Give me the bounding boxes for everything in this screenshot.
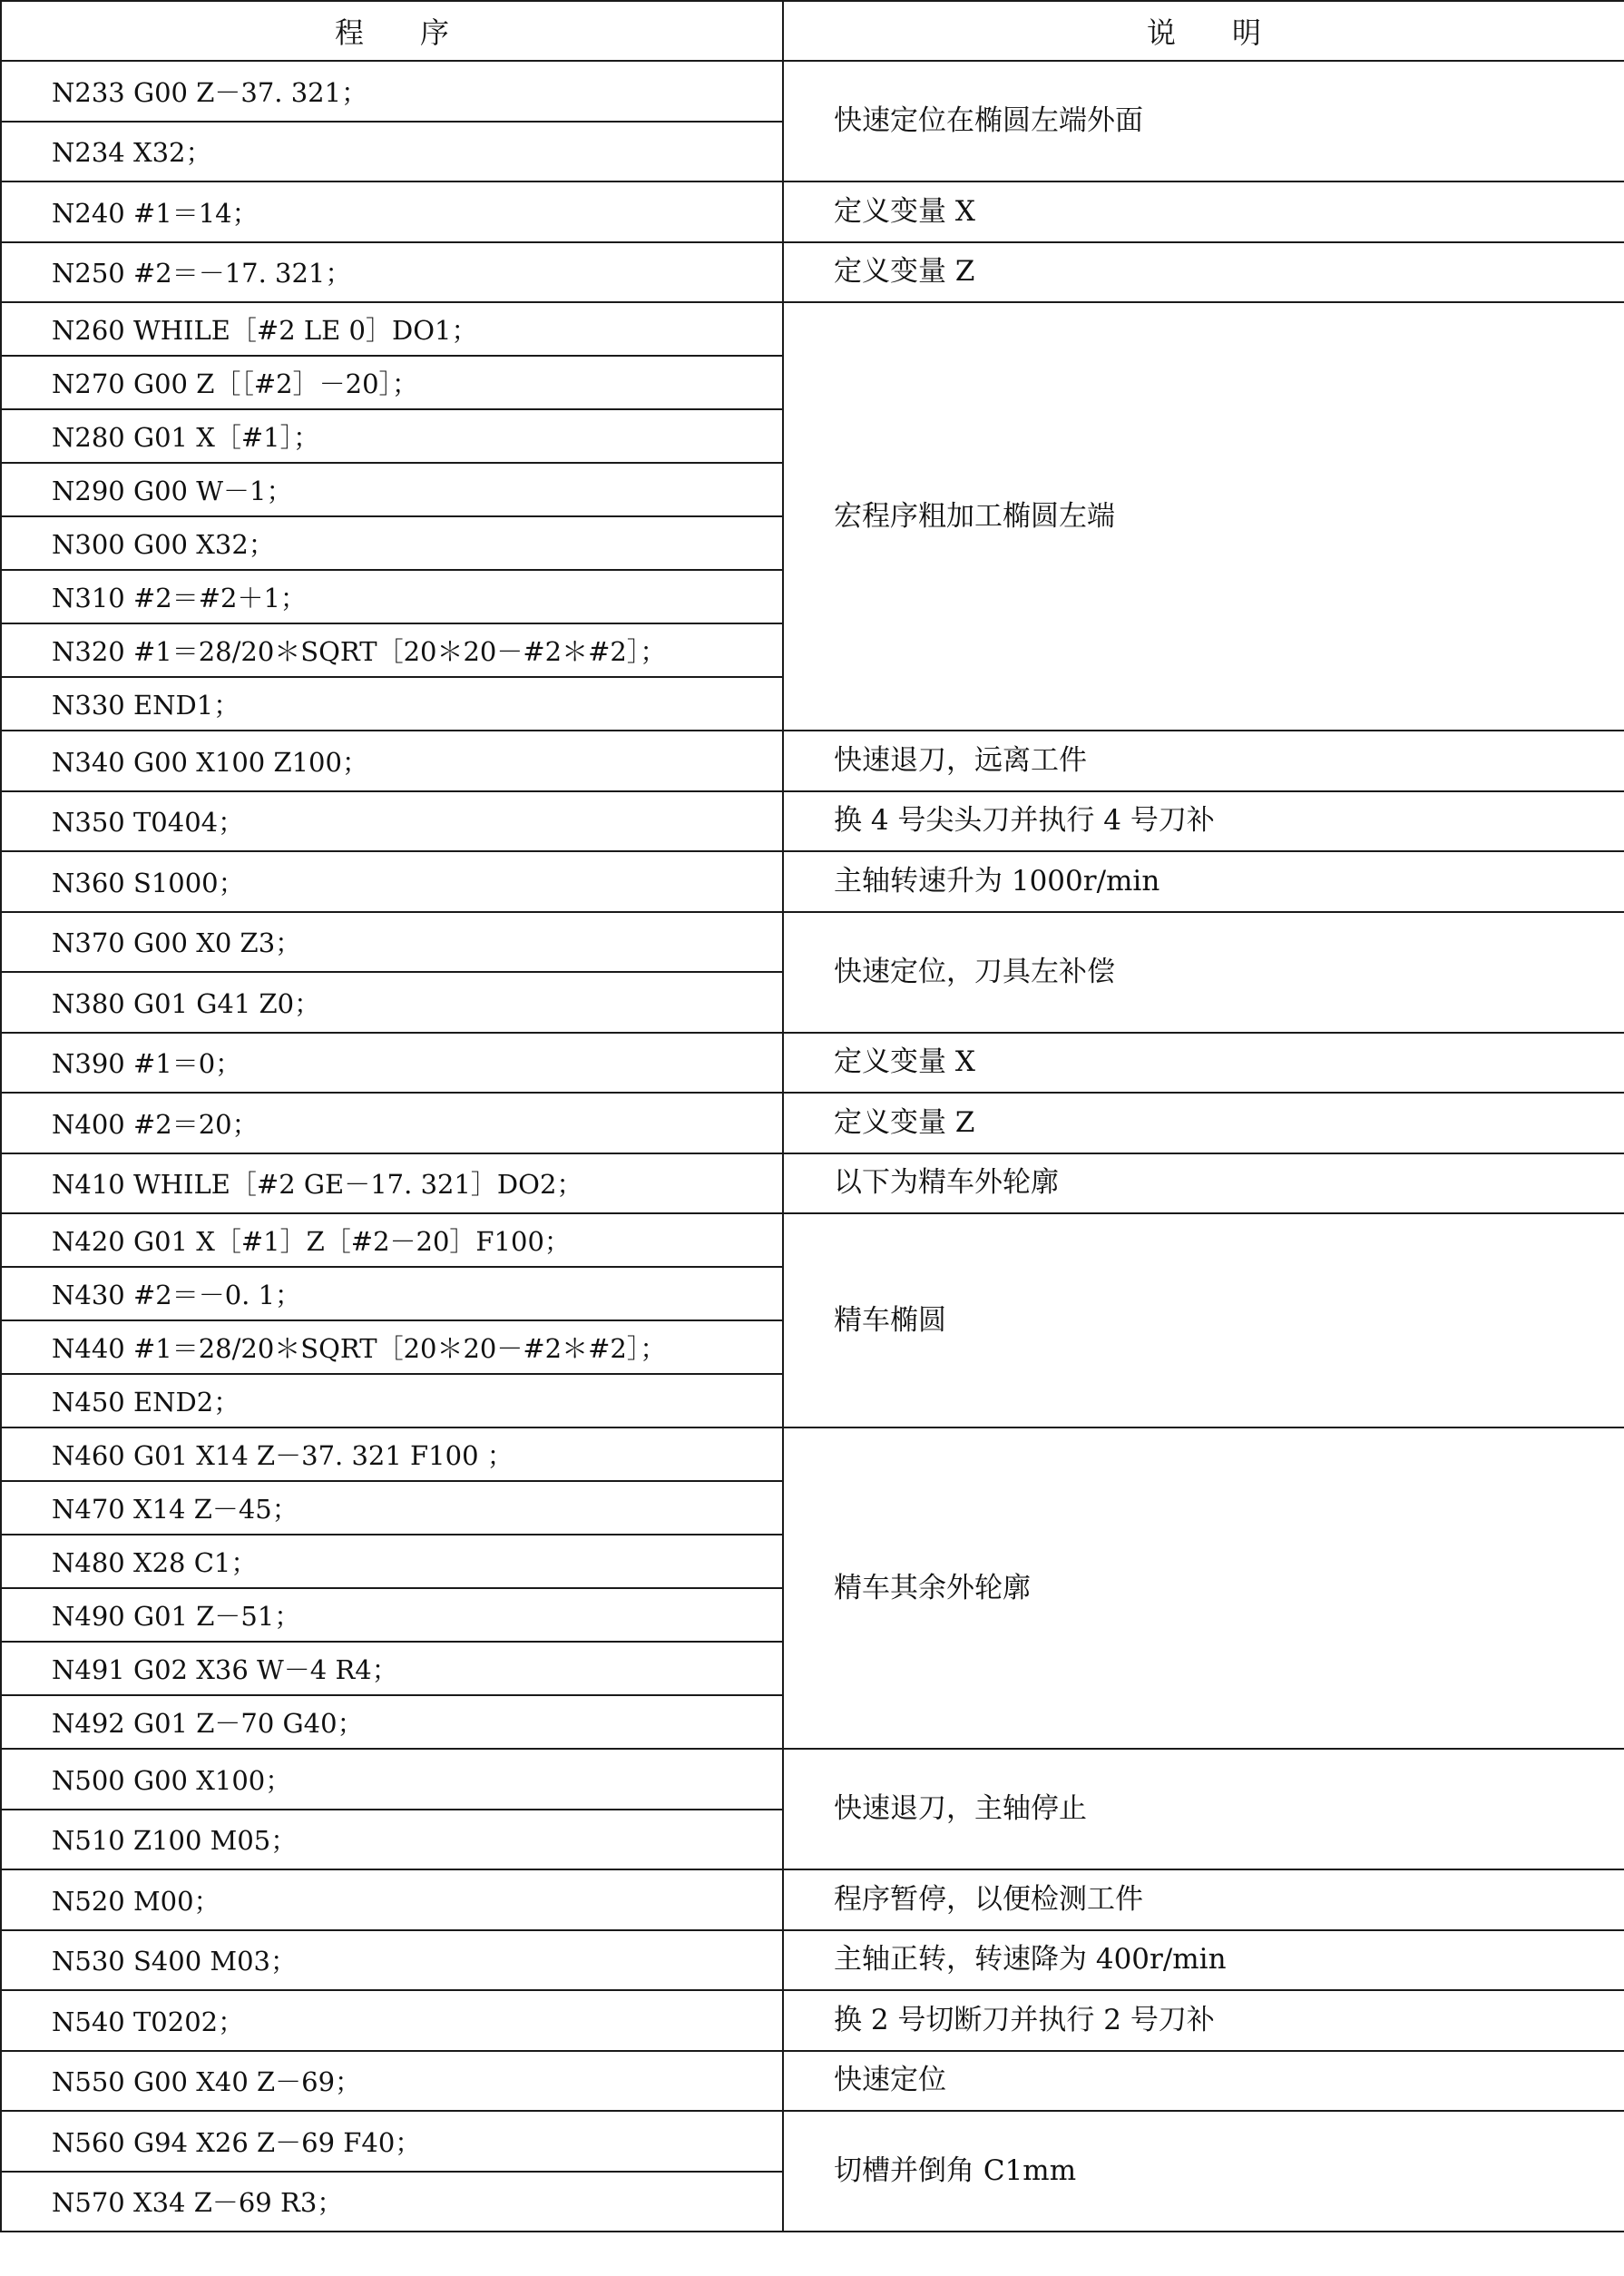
description-cell: [783, 2111, 1624, 2232]
description-text: 换 4 号尖头刀并执行 4 号刀补: [834, 804, 1215, 838]
program-line: N410 WHILE［#2 GE－17. 321］DO2；: [1, 1153, 783, 1214]
description-cell: [783, 1427, 1624, 1749]
table-row: [1, 912, 1624, 973]
table-row: [1, 1869, 1624, 1930]
program-line: N490 G01 Z－51；: [1, 1588, 783, 1642]
program-line: N270 G00 Z［［#2］－20］；: [1, 356, 783, 409]
description-cell: [783, 181, 1624, 242]
description-text: 精车椭圆: [834, 1303, 946, 1337]
program-line: N310 #2＝#2＋1；: [1, 570, 783, 623]
table-row: [1, 2051, 1624, 2112]
header-row: [1, 1, 1624, 61]
description-text: 主轴正转，转速降为 400r/min: [834, 1943, 1227, 1977]
description-cell: [783, 1990, 1624, 2051]
program-line: N260 WHILE［#2 LE 0］DO1；: [1, 302, 783, 356]
table-row: [1, 2111, 1624, 2172]
program-line: N510 Z100 M05；: [1, 1810, 783, 1870]
header-description: 说明: [783, 1, 1624, 61]
description-cell: [783, 851, 1624, 912]
program-line: N234 X32；: [1, 122, 783, 182]
program-line: N520 M00；: [1, 1869, 783, 1930]
program-line: N550 G00 X40 Z－69；: [1, 2051, 783, 2112]
description-cell: [783, 2051, 1624, 2112]
table-row: [1, 791, 1624, 852]
table-row: [1, 61, 1624, 122]
description-text: 定义变量 Z: [834, 1105, 975, 1139]
table-row: [1, 851, 1624, 912]
program-line: N470 X14 Z－45；: [1, 1481, 783, 1535]
description-cell: [783, 61, 1624, 181]
program-line: N491 G02 X36 W－4 R4；: [1, 1642, 783, 1695]
table-row: [1, 1213, 1624, 1267]
description-cell: [783, 731, 1624, 791]
description-text: 程序暂停，以便检测工件: [834, 1882, 1143, 1916]
program-line: N360 S1000；: [1, 851, 783, 912]
description-cell: [783, 1213, 1624, 1427]
program-line: N460 G01 X14 Z－37. 321 F100 ；: [1, 1427, 783, 1481]
description-text: 快速定位在椭圆左端外面: [834, 104, 1143, 137]
program-line: N560 G94 X26 Z－69 F40；: [1, 2111, 783, 2172]
table-row: [1, 731, 1624, 791]
description-text: 快速退刀，主轴停止: [834, 1792, 1087, 1825]
program-line: N330 END1；: [1, 677, 783, 731]
description-cell: [783, 1153, 1624, 1214]
program-line: N340 G00 X100 Z100；: [1, 731, 783, 791]
description-cell: [783, 1869, 1624, 1930]
description-cell: [783, 302, 1624, 731]
table-row: [1, 1930, 1624, 1991]
table-row: [1, 1749, 1624, 1810]
program-line: N240 #1＝14；: [1, 181, 783, 242]
table-row: [1, 1990, 1624, 2051]
program-line: N400 #2＝20；: [1, 1093, 783, 1153]
description-text: 切槽并倒角 C1mm: [834, 2154, 1077, 2187]
program-line: N540 T0202；: [1, 1990, 783, 2051]
program-line: N290 G00 W－1；: [1, 463, 783, 516]
program-line: N500 G00 X100；: [1, 1749, 783, 1810]
program-line: N492 G01 Z－70 G40；: [1, 1695, 783, 1749]
table-row: [1, 242, 1624, 303]
table-row: [1, 181, 1624, 242]
description-text: 定义变量 Z: [834, 255, 975, 289]
program-line: N250 #2＝－17. 321；: [1, 242, 783, 303]
table-row: [1, 1033, 1624, 1094]
table-row: [1, 1153, 1624, 1214]
program-line: N320 #1＝28/20＊SQRT［20＊20－#2＊#2］；: [1, 623, 783, 677]
program-line: N300 G00 X32；: [1, 516, 783, 570]
program-line: N380 G01 G41 Z0；: [1, 972, 783, 1033]
description-cell: [783, 912, 1624, 1033]
description-cell: [783, 791, 1624, 852]
program-line: N350 T0404；: [1, 791, 783, 852]
program-line: N440 #1＝28/20＊SQRT［20＊20－#2＊#2］；: [1, 1320, 783, 1374]
table-row: [1, 1093, 1624, 1153]
table-row: [1, 302, 1624, 356]
description-text: 主轴转速升为 1000r/min: [834, 864, 1160, 898]
description-text: 精车其余外轮廓: [834, 1571, 1031, 1604]
program-line: N450 END2；: [1, 1374, 783, 1427]
table-body: [1, 61, 1624, 2232]
program-line: N370 G00 X0 Z3；: [1, 912, 783, 973]
description-cell: [783, 1033, 1624, 1094]
description-cell: [783, 242, 1624, 303]
program-line: N390 #1＝0；: [1, 1033, 783, 1094]
description-cell: [783, 1749, 1624, 1869]
program-line: N233 G00 Z－37. 321；: [1, 61, 783, 122]
description-text: 定义变量 X: [834, 1045, 975, 1079]
description-text: 以下为精车外轮廓: [834, 1166, 1059, 1200]
table-row: [1, 1427, 1624, 1481]
description-text: 定义变量 X: [834, 194, 975, 228]
description-text: 快速退刀，远离工件: [834, 743, 1087, 777]
description-text: 快速定位，刀具左补偿: [834, 955, 1115, 988]
program-line: N430 #2＝－0. 1；: [1, 1267, 783, 1320]
header-program: 程序: [1, 1, 783, 61]
description-text: 宏程序粗加工椭圆左端: [834, 499, 1115, 533]
program-line: N280 G01 X［#1］；: [1, 409, 783, 463]
program-line: N420 G01 X［#1］Z［#2－20］F100；: [1, 1213, 783, 1267]
description-text: 换 2 号切断刀并执行 2 号刀补: [834, 2003, 1215, 2036]
program-line: N570 X34 Z－69 R3；: [1, 2172, 783, 2232]
description-cell: [783, 1930, 1624, 1991]
program-line: N530 S400 M03；: [1, 1930, 783, 1991]
description-cell: [783, 1093, 1624, 1153]
description-text: 快速定位: [834, 2064, 946, 2097]
program-line: N480 X28 C1；: [1, 1535, 783, 1588]
